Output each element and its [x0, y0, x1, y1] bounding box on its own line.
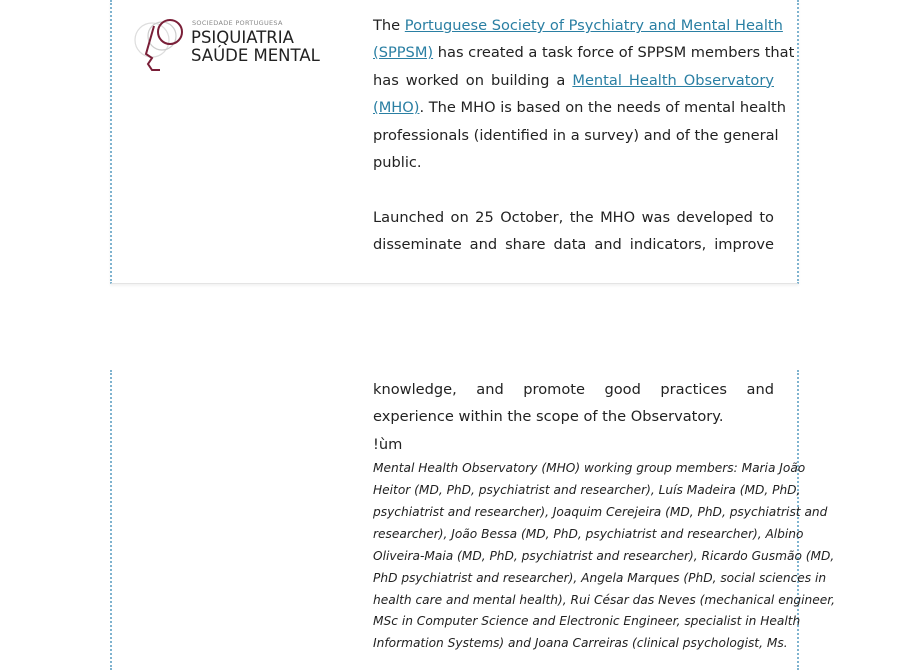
- sppsm-link[interactable]: Portuguese Society of Psychiatry and Mental Health: [404, 17, 783, 34]
- members-line: psychiatrist and researcher), Joaquim Cerejeira (MD, PhD, psychiatrist and: [373, 504, 828, 519]
- text-line: [373, 12, 783, 39]
- intro-text: [373, 12, 795, 259]
- sppsm-logo: [132, 14, 342, 74]
- document-page-2: [110, 370, 836, 670]
- text-line: experience within the scope of the Observatory.: [373, 408, 724, 426]
- members-line: health care and mental health), Rui César das Neves (mechanical engineer,: [373, 592, 836, 607]
- members-line: Heitor (MD, PhD, psychiatrist and researcher), Luís Madeira (MD, PhD,: [373, 483, 801, 498]
- members-line: researcher), João Bessa (MD, PhD, psychiatrist and researcher), Albino: [373, 526, 804, 541]
- sppsm-acronym-link[interactable]: (SPPSM): [373, 44, 434, 62]
- members-line: PhD psychiatrist and researcher), Angela Marques (PhD, social sciences in: [373, 570, 827, 585]
- text: . The MHO is based on the needs of mental health: [419, 99, 787, 117]
- mho-acronym-link[interactable]: (MHO): [373, 99, 420, 117]
- members-line: Mental Health Observatory (MHO) working group members: Maria João: [373, 461, 806, 476]
- mho-link[interactable]: Mental Health Observatory: [572, 71, 774, 89]
- text: has created a task force of SPPSM members that: [433, 44, 795, 62]
- text: The: [373, 17, 405, 34]
- text: has worked on building a: [373, 71, 573, 89]
- spacer: [373, 176, 774, 203]
- text-line: public.: [373, 153, 422, 171]
- head-profile-icon: [132, 14, 192, 74]
- logo-line-1: PSIQUIATRIA: [191, 28, 294, 47]
- text-line: Launched on 25 October, the MHO was developed to: [373, 208, 774, 226]
- working-group-members: [373, 458, 836, 655]
- text-line: [373, 39, 795, 66]
- text-line: !ùm: [373, 435, 403, 453]
- members-line: MSc in Computer Science and Electronic Engineer, specialist in Health: [373, 614, 801, 629]
- continued-text: [373, 376, 836, 655]
- document-page-1: [110, 0, 799, 284]
- text-line: [373, 67, 774, 94]
- text-line: disseminate and share data and indicators, improve: [373, 236, 774, 254]
- logo-line-2: SAÚDE MENTAL: [191, 46, 320, 65]
- text-line: knowledge, and promote good practices and: [373, 381, 774, 398]
- text-line: professionals (identified in a survey) and of the general: [373, 126, 779, 144]
- logo-subtitle: SOCIEDADE PORTUGUESA: [192, 19, 283, 27]
- text-line: [373, 94, 787, 121]
- members-line: Oliveira-Maia (MD, PhD, psychiatrist and researcher), Ricardo Gusmão (MD,: [373, 548, 835, 563]
- members-line: Information Systems) and Joana Carreiras (clinical psychologist, Ms.: [373, 636, 788, 651]
